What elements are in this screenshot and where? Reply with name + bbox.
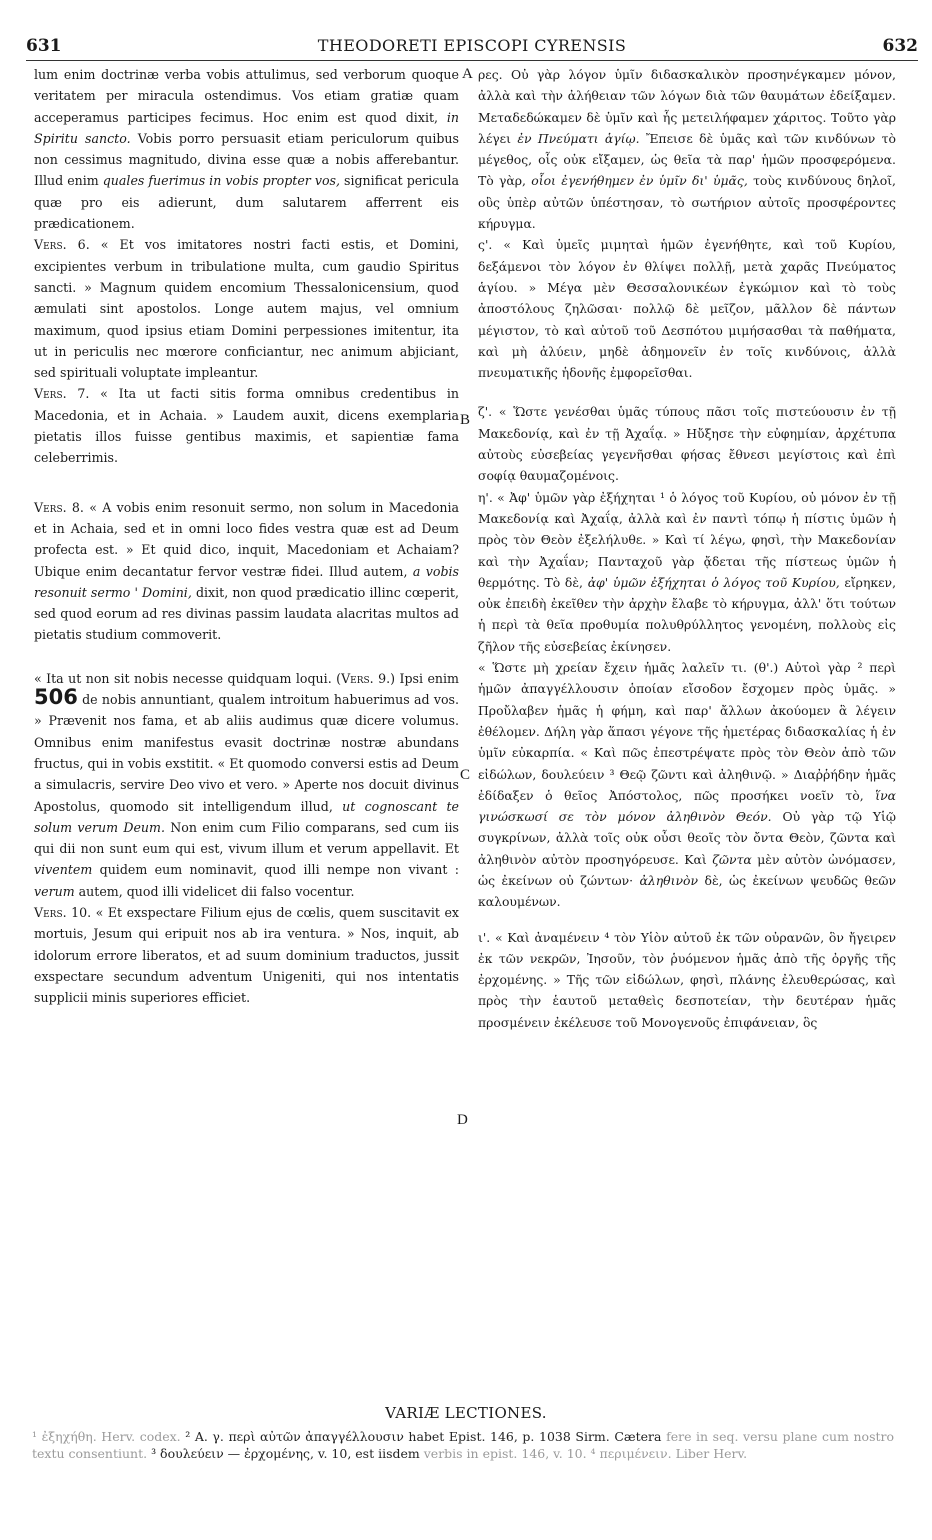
- latin-text: Non enim cum Filio comparans, sed cum iis qui dii non sunt eum qui est, vivum illum et verum appellavit. Et: [34, 819, 459, 857]
- variant-note: verbis in epist. 146, v. 10. ⁴ περιμένειν. Liber Herv.: [423, 1446, 748, 1461]
- greek-verse-8: [478, 487, 896, 657]
- verse-label: ι'.: [478, 929, 491, 945]
- latin-verse-7: [34, 383, 459, 468]
- greek-verse-6: [478, 234, 896, 383]
- latin-text: quidem eum nominavit, quod illi nempe non vivant :: [92, 862, 459, 878]
- margin-marker-b: B: [460, 412, 471, 428]
- greek-text: μὲν αὐτὸν ὠνόμασεν, ὡς ἐκείνων οὐ ζώντων·: [478, 851, 896, 888]
- latin-text: autem, quod illi videlicet dii falso vocentur.: [74, 883, 355, 899]
- latin-verse-9: [34, 668, 459, 902]
- greek-text: « Καὶ ἀναμένειν ⁴ τὸν Υἱὸν αὐτοῦ ἐκ τῶν οὐρανῶν, ὃν ἤγειρεν ἐκ τῶν νεκρῶν, Ἰησοῦν, τὸν ῥυόμενον ἡμᾶς ἀπὸ τῆς ὀργῆς τῆς ἐρχομένης. » Τῆς τῶν εἰδώλων, φησὶ, πλάνης ἐλευθερώσας, καὶ πρὸς τὴν ἑαυτοῦ μεταθεὶς δεσποτείαν, τὴν δευτέραν ἡμᾶς προσμένειν ἐκέλευσε τοῦ Μονογενοῦς ἐπιφάνειαν, ὃς: [478, 929, 896, 1030]
- latin-column: [34, 64, 459, 1008]
- running-title: THEODORETI EPISCOPI CYRENSIS: [317, 36, 627, 55]
- verse-label: Vers. 10.: [34, 904, 92, 920]
- greek-text: Οὐ γὰρ τῷ Υἱῷ συγκρίνων, ἀλλὰ τοῖς οὐκ οὖσι θεοῖς τὸν ὄντα Θεὸν, ζῶντα καὶ ἀληθινὸν αὐτὸν προσηγόρευσε. Καὶ: [478, 809, 896, 867]
- greek-italic: ἵνα γινώσκωσί σε τὸν μόνον ἀληθινὸν Θεόν.: [478, 787, 896, 825]
- left-page-number: 631: [26, 36, 62, 56]
- greek-italic: ἀφ' ὑμῶν ἐξήχηται ὁ λόγος τοῦ Κυρίου,: [587, 574, 840, 590]
- greek-paragraph-1: [478, 64, 896, 234]
- latin-text: « Ita ut non sit nobis necesse quidquam loqui. (: [34, 670, 342, 686]
- latin-text: de nobis annuntiant, qualem introitum habuerimus ad vos. » Prævenit nos fama, et ab aliis audimus quæ dicere volumus. Omnibus enim manifestus evasit doctrinæ nostræ abundans fructus, qui in vobis exstitit. « Et quomodo conversi estis ad Deum a simulacris, servire Deo vivo et vero. » Aperte nos docuit divinus Apostolus, quomodo sit intelligendum illud,: [34, 692, 459, 814]
- margin-marker-a: A: [462, 66, 473, 82]
- verse-label: Vers. 6.: [34, 237, 90, 253]
- latin-italic: a vobis resonuit sermo ' Domini,: [34, 563, 459, 600]
- margin-marker-d: D: [457, 1112, 468, 1128]
- verse-label: Vers. 9.: [341, 670, 391, 686]
- greek-column: [478, 64, 896, 1033]
- latin-text: « Et exspectare Filium ejus de cœlis, quem suscitavit ex mortuis, Jesum qui eripuit nos ab ira ventura. » Nos, inquit, ab idolorum errore liberatos, et ad suum dominium traductos, jussit exspectare secundum adventum Unigeniti, qui nos intentatis supplicii minis superiores efficiet.: [34, 904, 459, 1006]
- greek-text: « Ὥστε γενέσθαι ὑμᾶς τύπους πᾶσι τοῖς πιστεύουσιν ἐν τῇ Μακεδονίᾳ, καὶ ἐν τῇ Ἀχαΐᾳ. » Ηὔξησε τὴν εὐφημίαν, ἀρχέτυπα αὐτοὺς εὐσεβείας γεγενῆσθαι φήσας ἔθνεσι μεγίστοις καὶ ἐπὶ σοφίᾳ θαυμαζομένοις.: [478, 404, 896, 484]
- latin-text: « Ita ut facti sitis forma omnibus credentibus in Macedonia, et in Achaia. » Laudem auxit, dicens exemplaria pietatis illos fuisse gentibus maximis, et sapientiæ fama celeberrimis.: [34, 386, 459, 466]
- verse-label: η'.: [478, 489, 493, 505]
- verse-label: ζ'.: [478, 404, 493, 420]
- latin-verse-6: [34, 234, 459, 383]
- latin-italic: viventem: [34, 862, 93, 878]
- variant-note: ³ δουλεύειν — ἐρχομένης, v. 10, est iisdem: [151, 1446, 424, 1461]
- right-page-number: 632: [882, 36, 918, 56]
- greek-verse-7: [478, 401, 896, 486]
- greek-text: « Καὶ ὑμεῖς μιμηταὶ ἡμῶν ἐγενήθητε, καὶ τοῦ Κυρίου, δεξάμενοι τὸν λόγον ἐν θλίψει πολλῇ, μετὰ χαρᾶς Πνεύματος ἁγίου. » Μέγα μὲν Θεσσαλονικέων ἐγκώμιον καὶ τὸ τοὺς ἀποστόλους ζηλῶσαι· πολλῷ δὲ μεῖζον, μᾶλλον δὲ πάντων μέγιστον, τὸ καὶ αὐτοῦ τοῦ Δεσπότου μιμήσασθαι τὰ παθήματα, καὶ μὴ ἀλύειν, μηδὲ ἀδημονεῖν ἐν τοῖς κινδύνοις, ἀλλὰ πνευματικῆς ἡδονῆς ἐμφορεῖσθαι.: [478, 237, 896, 381]
- variae-lectiones-heading: VARIÆ LECTIONES.: [385, 1404, 547, 1422]
- latin-italic: quales fuerimus in vobis propter vos,: [102, 173, 340, 189]
- greek-text: τοὺς κινδύνους δηλοῖ, οὓς ὑπὲρ αὐτῶν ὑπέστησαν, τὸ σωτήριον αὐτοῖς προσφέροντες κήρυγμα.: [478, 173, 896, 232]
- variae-lectiones-notes: [32, 1428, 894, 1462]
- margin-marker-c: C: [460, 767, 471, 783]
- latin-text: dixit, non quod prædicatio illinc cœperit, sed quod eorum ad res divinas passim laudata alacritas multos ad pietatis studium commoverit.: [34, 584, 459, 643]
- latin-text: lum enim doctrinæ verba vobis attulimus, sed verborum quoque veritatem per miracula ostendimus. Vos etiam gratiæ quam acceperamus participes fecimus. Hoc enim est quod dixit,: [34, 67, 459, 125]
- page-header: [26, 34, 918, 61]
- latin-italic: in Spiritu sancto.: [34, 109, 459, 146]
- latin-text: ) Ipsi enim: [390, 670, 459, 686]
- greek-verse-10: [478, 927, 896, 1033]
- variant-note: ² Α. γ. περὶ αὐτῶν ἀπαγγέλλουσιν habet Epist. 146, p. 1038 Sirm. Cætera: [185, 1429, 667, 1444]
- latin-italic: verum: [34, 883, 75, 899]
- verse-label: Vers. 7.: [34, 386, 90, 402]
- greek-verse-9: [478, 657, 896, 913]
- latin-italic: ut cognoscant te solum verum Deum.: [34, 798, 459, 835]
- variant-note: fere in seq. versu plane cum nostro textu consentiunt.: [32, 1429, 895, 1461]
- latin-text: significat pericula quæ pro eis adierunt, dum salutarem afferrent eis prædicationem.: [34, 173, 459, 232]
- latin-paragraph-1: [34, 64, 459, 234]
- column-number: 506: [34, 685, 78, 710]
- greek-italic: οἷοι ἐγενήθημεν ἐν ὑμῖν δι' ὑμᾶς,: [531, 173, 748, 189]
- latin-text: « Et vos imitatores nostri facti estis, et Domini, excipientes verbum in tribulatione multa, cum gaudio Spiritus sancti. » Magnum quidem encomium Thessalonicensium, quod æmulati sint apostolos. Longe autem majus, vel omnium maximum, quod ipsius etiam Domini perpessiones imitentur, ita ut in periculis nec mœrore conficiantur, nec animum abjiciant, sed spirituali voluptate impleantur.: [34, 237, 459, 381]
- latin-verse-10: [34, 902, 459, 1008]
- greek-italic: ζῶντα: [712, 851, 752, 867]
- verse-label: ς'.: [478, 237, 493, 253]
- variant-note: ¹ ἐξηχήθη. Herv. codex.: [32, 1429, 186, 1444]
- verse-label: Vers. 8.: [34, 499, 84, 515]
- greek-text: Ἔπεισε δὲ ὑμᾶς καὶ τῶν κινδύνων τὸ μέγεθος, οἷς οὐκ εἴξαμεν, ὡς θεῖα τὰ παρ' ἡμῶν προσφερόμενα. Τὸ γὰρ,: [478, 130, 896, 189]
- latin-text: « A vobis enim resonuit sermo, non solum in Macedonia et in Achaia, sed et in omni loco fides vestra quæ est ad Deum profecta est. » Et quid dico, inquit, Macedoniam et Achaiam? Ubique enim decantatur fervor vestræ fidei. Illud autem,: [34, 499, 459, 579]
- greek-italic: ἐν Πνεύματι ἁγίῳ.: [517, 130, 640, 146]
- greek-text: δὲ, ὡς ἐκείνων ψευδῶς θεῶν καλουμένων.: [478, 872, 896, 910]
- greek-text: « Ὥστε μὴ χρείαν ἔχειν ἡμᾶς λαλεῖν τι. (θ'.) Αὐτοὶ γὰρ ² περὶ ἡμῶν ἀπαγγέλλουσιν ὁποίαν εἴσοδον ἔσχομεν πρὸς ὑμᾶς. » Προὔλαβεν ἡμᾶς ἡ φήμη, καὶ παρ' ἄλλων ἀκούομεν ἃ λέγειν ἐθέλομεν. Δήλη γὰρ ἅπασι γέγονε τῆς ἡμετέρας διδασκαλίας ἡ ἐν ὑμῖν εὐκαρπία. « Καὶ πῶς ἐπεστρέψατε πρὸς τὸν Θεὸν ἀπὸ τῶν εἰδώλων, δουλεύειν ³ Θεῷ ζῶντι καὶ ἀληθινῷ. » Διαῤῥήδην ἡμᾶς ἐδίδαξεν ὁ θεῖος Ἀπόστολος, πῶς προσήκει νοεῖν τὸ,: [478, 660, 896, 803]
- greek-italic: ἀληθινὸν: [639, 872, 699, 888]
- latin-verse-8: [34, 497, 459, 646]
- greek-text: ρες. Οὐ γὰρ λόγον ὑμῖν διδασκαλικὸν προσηνέγκαμεν μόνον, ἀλλὰ καὶ τὴν ἀλήθειαν τῶν λόγων διὰ τῶν θαυμάτων ἐδείξαμεν. Μεταδεδώκαμεν δὲ ὑμῖν καὶ ἧς μετειλήφαμεν χάριτος. Τοῦτο γὰρ λέγει: [478, 67, 896, 146]
- greek-text: εἴρηκεν, οὐκ ἐπειδὴ ἐκεῖθεν τὴν ἀρχὴν ἔλαβε τὸ κήρυγμα, ἀλλ' ὅτι τούτων ἡ περὶ τὰ θεῖα προθυμία πολυθρύλλητος γενομένη, πολλοὺς εἰς ζῆλον τῆς εὐσεβείας ἐκίνησεν.: [478, 574, 897, 654]
- latin-text: Vobis porro persuasit etiam periculorum quibus non cessimus magnitudo, divina esse quæ a nobis afferebantur. Illud enim: [34, 130, 460, 189]
- greek-text: « Ἀφ' ὑμῶν γὰρ ἐξήχηται ¹ ὁ λόγος τοῦ Κυρίου, οὐ μόνον ἐν τῇ Μακεδονίᾳ καὶ Ἀχαΐᾳ, ἀλλὰ καὶ ἐν παντὶ τόπῳ ἡ πίστις ὑμῶν ἡ πρὸς τὸν Θεὸν ἐξελήλυθε. » Καὶ τί λέγω, φησὶ, τὴν Μακεδονίαν καὶ τὴν Ἀχαΐαν; Πανταχοῦ γὰρ ᾄδεται τῆς πίστεως ὑμῶν ἡ θερμότης. Τὸ δὲ,: [478, 489, 896, 590]
